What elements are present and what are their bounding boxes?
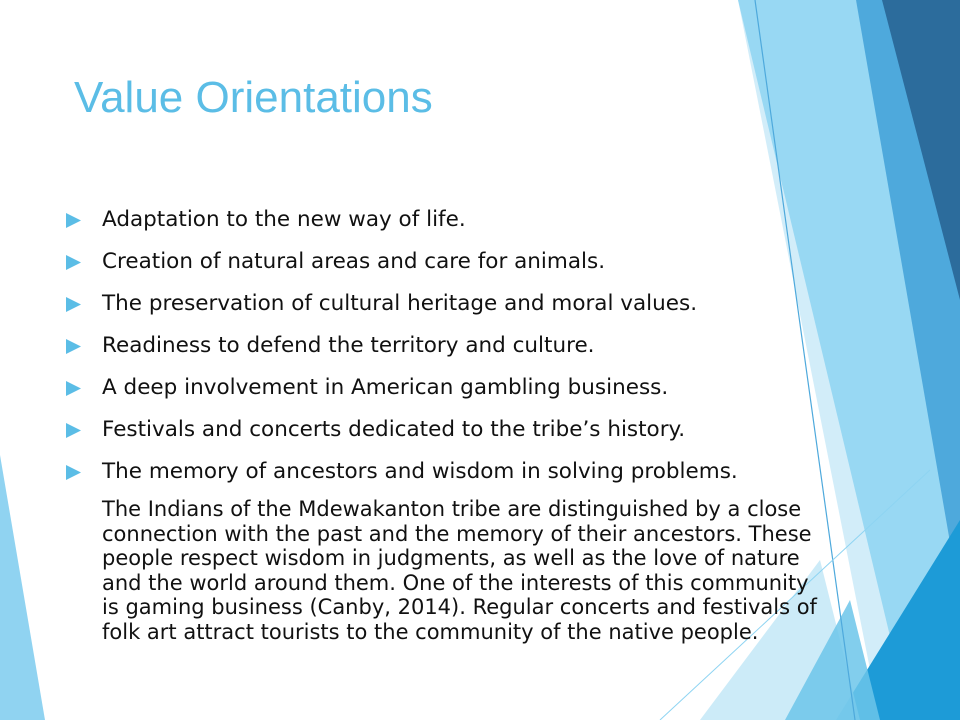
triangle-right-icon — [66, 297, 81, 312]
bullet-text: Festivals and concerts dedicated to the tribe’s history. — [102, 417, 686, 442]
triangle-right-icon — [66, 339, 81, 354]
slide-title: Value Orientations — [74, 73, 433, 122]
body-paragraph: The Indians of the Mdewakanton tribe are distinguished by a close connection with the past and the memory of their ancestors. These people respect wisdom in judgments, as well as the love of nature and the world around them. One of the interests of this community is gaming business (Canby, 2014). Regular concerts and festivals of folk art attract tourists to the community of the native people. — [102, 497, 817, 644]
triangle-right-icon — [66, 213, 81, 228]
left-edge-facet — [0, 455, 45, 720]
triangle-right-icon — [66, 381, 81, 396]
bullet-text: Readiness to defend the territory and culture. — [102, 333, 595, 358]
bullet-item — [66, 409, 826, 451]
triangle-right-icon — [66, 255, 81, 270]
bullet-text: Adaptation to the new way of life. — [102, 207, 466, 232]
bullet-item — [66, 241, 826, 283]
bullet-text: The preservation of cultural heritage and moral values. — [102, 291, 698, 316]
bullet-item — [66, 367, 826, 409]
bullet-list — [66, 199, 826, 493]
bullet-text: Creation of natural areas and care for animals. — [102, 249, 606, 274]
bullet-item — [66, 451, 826, 493]
triangle-right-icon — [66, 423, 81, 438]
bullet-item — [66, 283, 826, 325]
bullet-text: A deep involvement in American gambling business. — [102, 375, 669, 400]
bullet-item — [66, 325, 826, 367]
bullet-item — [66, 199, 826, 241]
triangle-right-icon — [66, 465, 81, 480]
bullet-text: The memory of ancestors and wisdom in solving problems. — [102, 459, 738, 484]
